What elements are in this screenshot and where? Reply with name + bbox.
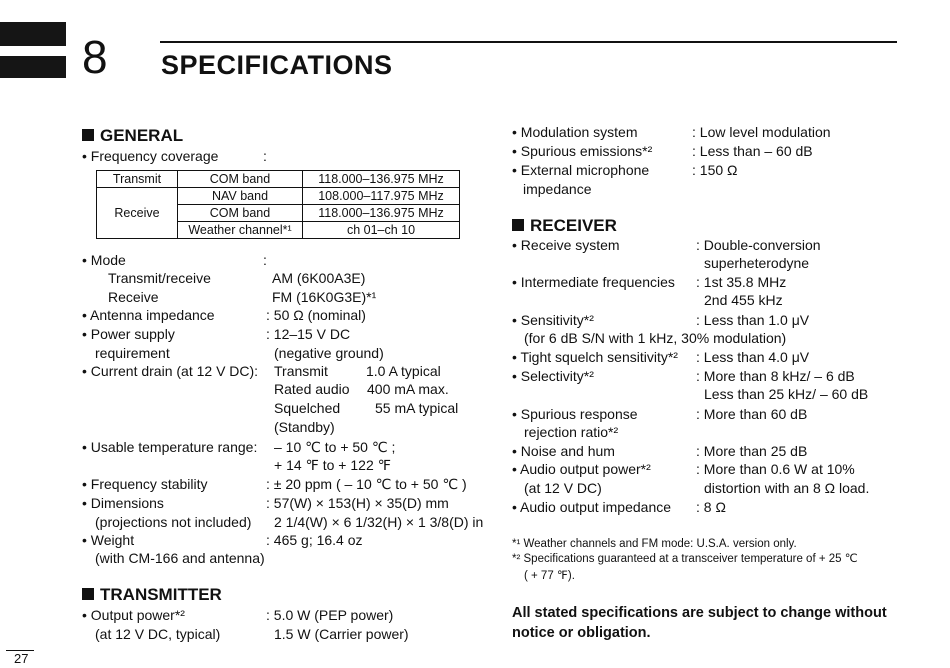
mode-receive-label: Receive: [108, 289, 159, 305]
table-row: [97, 171, 460, 188]
audio-output-impedance-value: : 8 Ω: [696, 499, 726, 515]
antenna-impedance-value: : 50 Ω (nominal): [266, 307, 366, 323]
external-microphone-label: • External microphone: [512, 162, 650, 178]
mode-colon: :: [263, 252, 267, 268]
selectivity-value-2: Less than 25 kHz/ – 60 dB: [704, 386, 869, 402]
noise-hum-label: • Noise and hum: [512, 443, 615, 459]
dimensions-label-2: (projections not included): [95, 514, 252, 530]
current-drain-label: • Current drain (at 12 V DC):: [82, 363, 259, 379]
temperature-range-value: – 10 ℃ to + 50 ℃ ;: [274, 439, 396, 455]
dimensions-label: • Dimensions: [82, 495, 164, 511]
mode-transmit-receive-label: Transmit/receive: [108, 270, 211, 286]
freq-coverage-colon: :: [263, 148, 267, 164]
current-drain-squelched-value: 55 mA typical: [375, 400, 459, 416]
power-supply-value-2: (negative ground): [274, 345, 384, 361]
audio-output-power-value: : More than 0.6 W at 10%: [696, 461, 855, 477]
external-microphone-label-2: impedance: [523, 181, 592, 197]
audio-output-power-label-2: (at 12 V DC): [524, 480, 602, 496]
footnote-2-continued: ( + 77 ℉).: [524, 570, 575, 582]
intermediate-frequencies-value-2: 2nd 455 kHz: [704, 292, 783, 308]
table-cell: COM band: [178, 205, 303, 222]
audio-output-power-value-2: distortion with an 8 Ω load.: [704, 480, 870, 496]
sensitivity-label: • Sensitivity*²: [512, 312, 594, 328]
table-cell: Weather channel*¹: [178, 222, 303, 239]
spurious-response-label: • Spurious response: [512, 406, 638, 422]
frequency-stability-label: • Frequency stability: [82, 476, 208, 492]
audio-output-impedance-label: • Audio output impedance: [512, 499, 672, 515]
footnote-1: *¹ Weather channels and FM mode: U.S.A. version only.: [512, 538, 797, 550]
spurious-response-label-2: rejection ratio*²: [524, 424, 619, 440]
mode-receive-value: FM (16K0G3E)*¹: [272, 289, 377, 305]
audio-output-power-label: • Audio output power*²: [512, 461, 651, 477]
spurious-response-value: : More than 60 dB: [696, 406, 808, 422]
table-cell: 108.000–117.975 MHz: [303, 188, 460, 205]
current-drain-transmit: Transmit: [274, 363, 328, 379]
intermediate-frequencies-value: : 1st 35.8 MHz: [696, 274, 787, 290]
current-drain-rated-audio: Rated audio: [274, 381, 350, 397]
chapter-tab-block-top: [0, 22, 66, 46]
power-supply-label: • Power supply: [82, 326, 175, 342]
table-row: [97, 188, 460, 205]
tight-squelch-label: • Tight squelch sensitivity*²: [512, 349, 678, 365]
table-cell: NAV band: [178, 188, 303, 205]
notice-line-2: notice or obligation.: [512, 625, 651, 641]
intermediate-frequencies-label: • Intermediate frequencies: [512, 274, 675, 290]
temperature-range-label: • Usable temperature range:: [82, 439, 258, 455]
mode-transmit-receive-value: AM (6K00A3E): [272, 270, 366, 286]
output-power-value: : 5.0 W (PEP power): [266, 607, 394, 623]
page-number: 27: [14, 651, 29, 666]
selectivity-value: : More than 8 kHz/ – 6 dB: [696, 368, 855, 384]
footnote-2: *² Specifications guaranteed at a transceiver temperature of + 25 ℃: [512, 553, 858, 565]
receive-system-label: • Receive system: [512, 237, 620, 253]
receiver-heading: RECEIVER: [512, 216, 617, 236]
temperature-range-value-2: + 14 ℉ to + 122 ℉: [274, 457, 391, 473]
table-cell: 118.000–136.975 MHz: [303, 205, 460, 222]
chapter-number: 8: [82, 31, 108, 83]
receive-system-value-2: superheterodyne: [704, 255, 810, 271]
power-supply-label-2: requirement: [95, 345, 170, 361]
external-microphone-value: : 150 Ω: [692, 162, 738, 178]
transmitter-heading: TRANSMITTER: [82, 585, 222, 605]
noise-hum-value: : More than 25 dB: [696, 443, 808, 459]
table-cell: ch 01–ch 10: [303, 222, 460, 239]
notice-line-1: All stated specifications are subject to change without: [512, 605, 887, 621]
spurious-emissions-label: • Spurious emissions*²: [512, 143, 653, 159]
dimensions-value: : 57(W) × 153(H) × 35(D) mm: [266, 495, 449, 511]
table-cell: 118.000–136.975 MHz: [303, 171, 460, 188]
spurious-emissions-value: : Less than – 60 dB: [692, 143, 813, 159]
weight-label-2: (with CM-166 and antenna): [95, 550, 265, 566]
power-supply-value: : 12–15 V DC: [266, 326, 351, 342]
frequency-table: [96, 170, 460, 239]
table-cell: Receive: [97, 188, 178, 239]
current-drain-standby: (Standby): [274, 419, 335, 435]
selectivity-label: • Selectivity*²: [512, 368, 594, 384]
table-cell: COM band: [178, 171, 303, 188]
current-drain-transmit-value: 1.0 A typical: [366, 363, 441, 379]
sensitivity-value: : Less than 1.0 μV: [696, 312, 810, 328]
chapter-rule: [160, 41, 897, 43]
chapter-tab-block-bottom: [0, 56, 66, 78]
current-drain-squelched: Squelched: [274, 400, 341, 416]
frequency-stability-value: : ± 20 ppm ( – 10 ℃ to + 50 ℃ ): [266, 476, 467, 492]
freq-coverage-label: • Frequency coverage: [82, 148, 219, 164]
mode-label: • Mode: [82, 252, 126, 268]
table-cell: Transmit: [97, 171, 178, 188]
chapter-title: SPECIFICATIONS: [161, 50, 393, 80]
modulation-system-value: : Low level modulation: [692, 124, 831, 140]
modulation-system-label: • Modulation system: [512, 124, 638, 140]
receive-system-value: : Double-conversion: [696, 237, 821, 253]
current-drain-rated-audio-value: 400 mA max.: [367, 381, 449, 397]
general-heading: GENERAL: [82, 126, 183, 146]
weight-label: • Weight: [82, 532, 135, 548]
dimensions-value-2: 2 1/4(W) × 6 1/32(H) × 1 3/8(D) in: [274, 514, 484, 530]
output-power-label: • Output power*²: [82, 607, 185, 623]
output-power-label-2: (at 12 V DC, typical): [95, 626, 221, 642]
tight-squelch-value: : Less than 4.0 μV: [696, 349, 810, 365]
output-power-value-2: 1.5 W (Carrier power): [274, 626, 409, 642]
weight-value: : 465 g; 16.4 oz: [266, 532, 363, 548]
antenna-impedance-label: • Antenna impedance: [82, 307, 215, 323]
sensitivity-note: (for 6 dB S/N with 1 kHz, 30% modulation): [524, 330, 787, 346]
